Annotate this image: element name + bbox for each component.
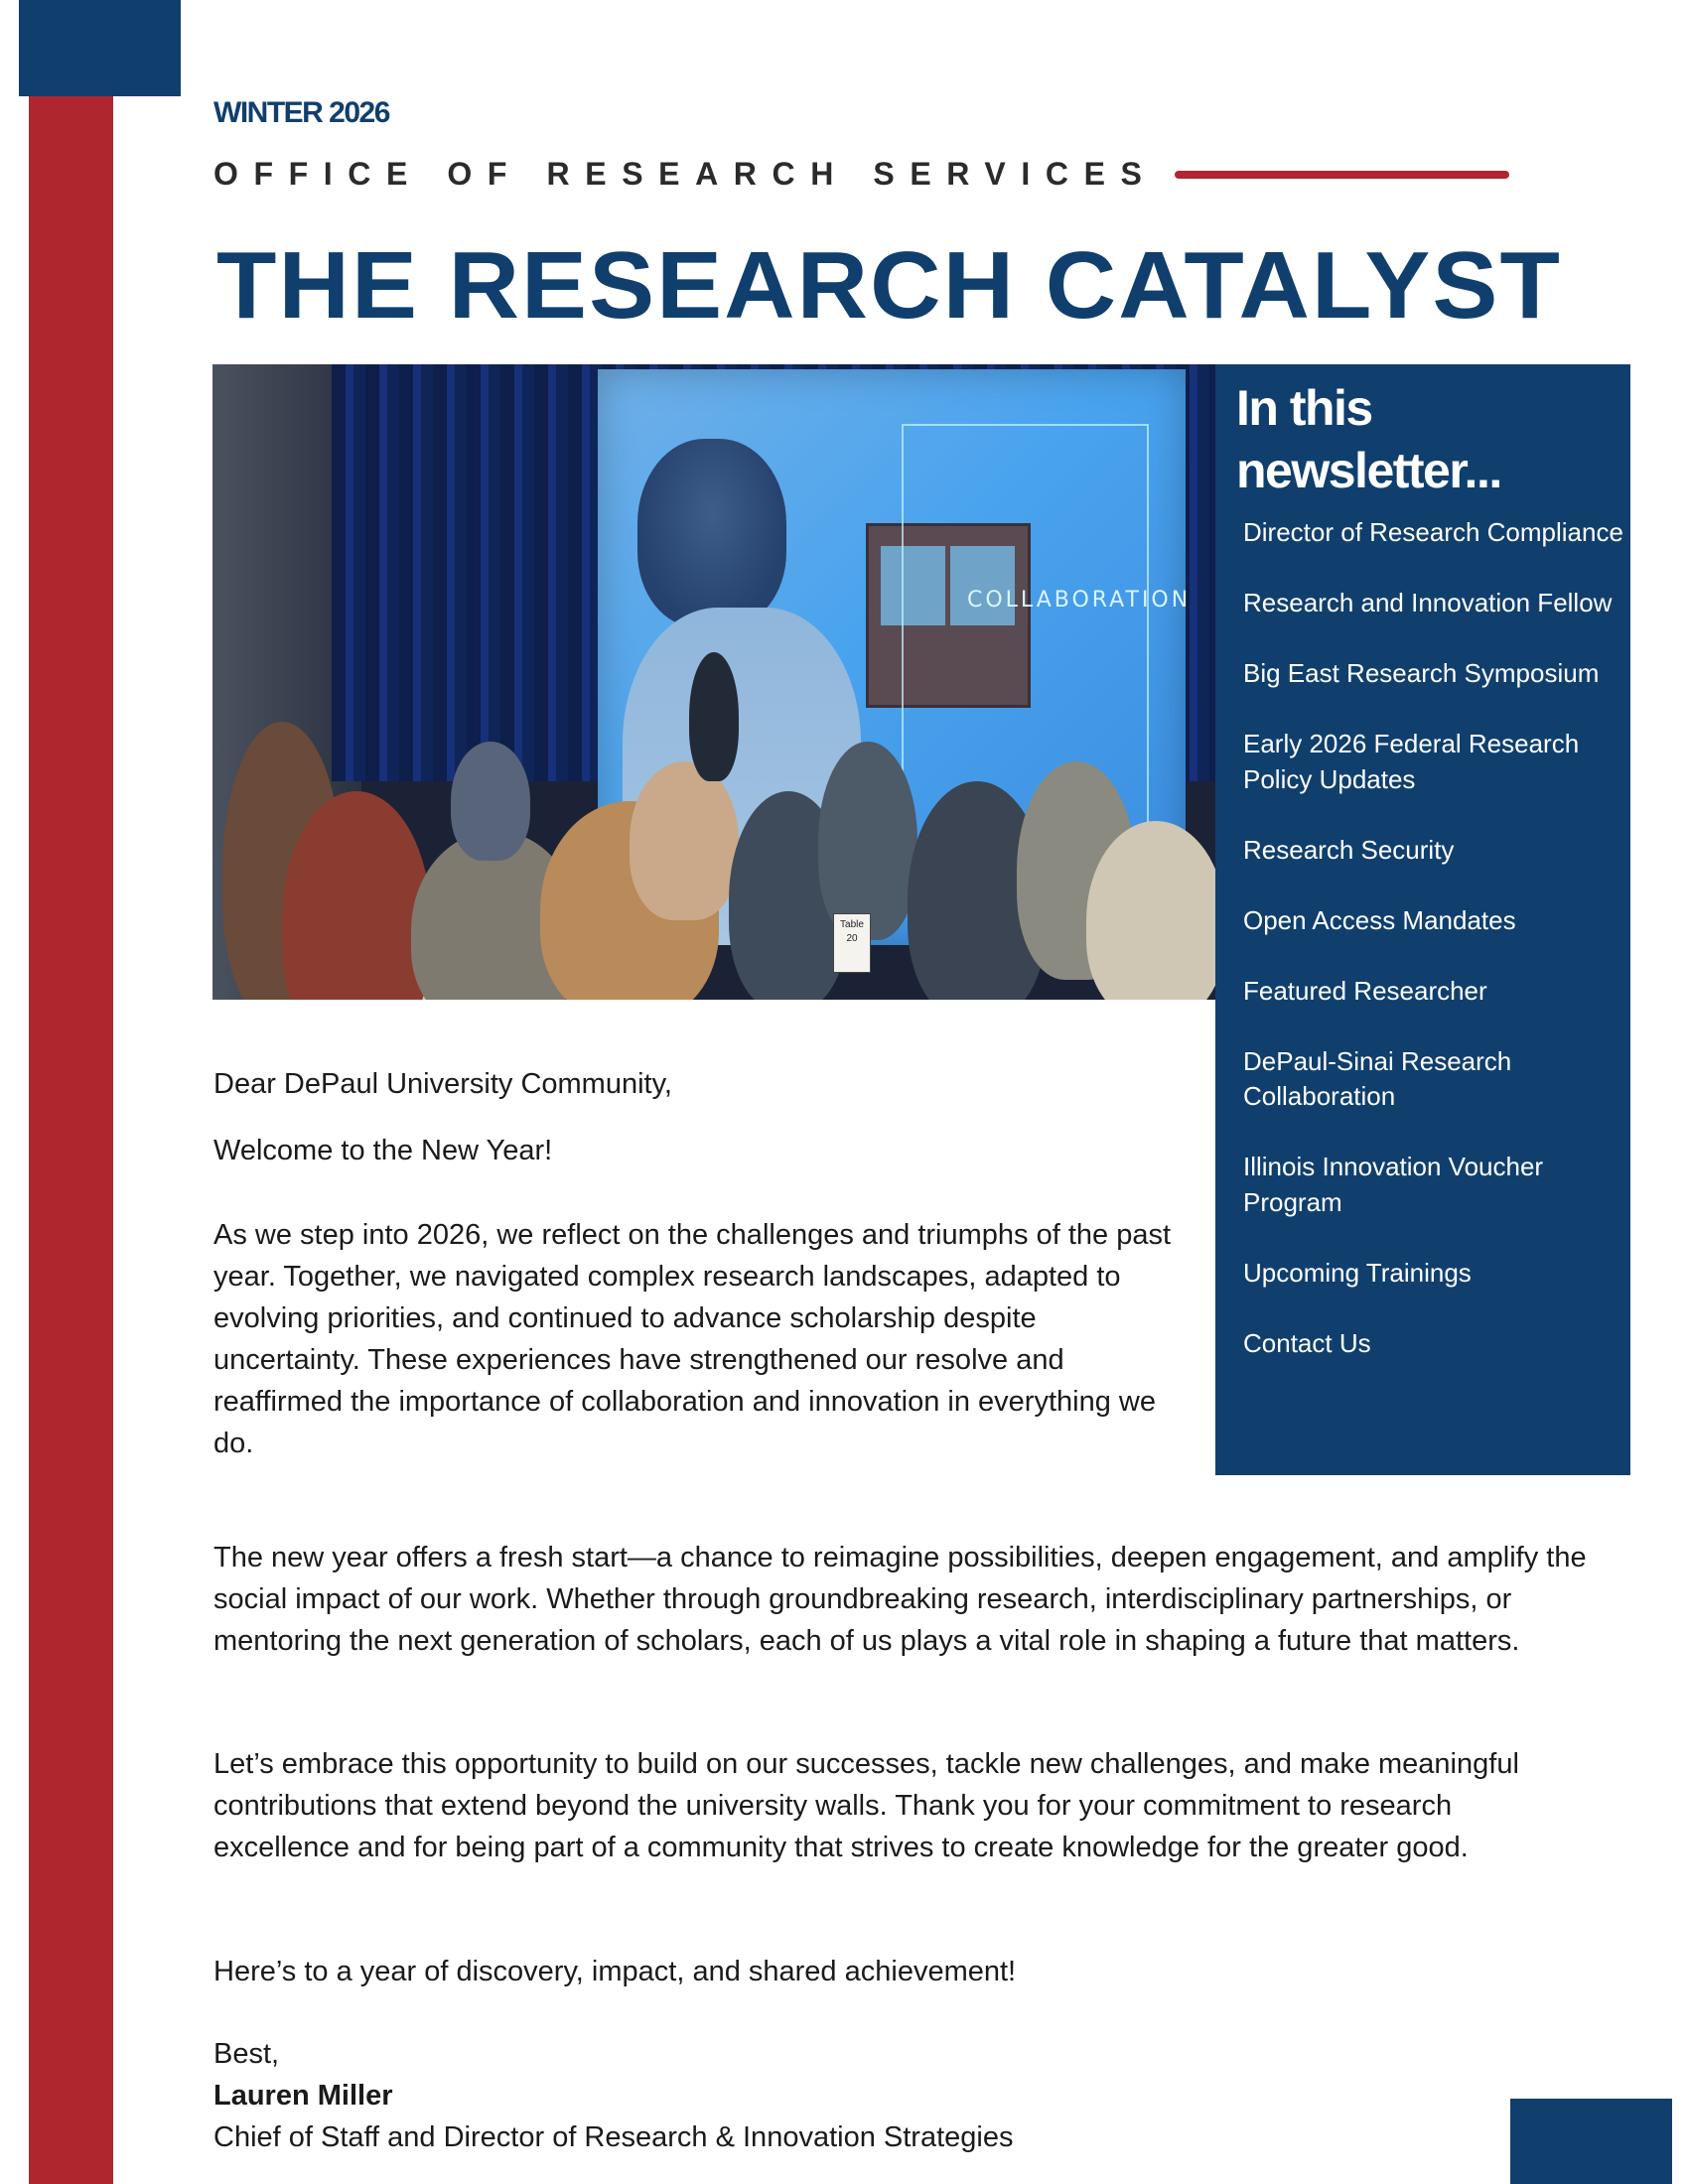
newsletter-title: THE RESEARCH CATALYST [216, 232, 1562, 339]
letter-greeting: Dear DePaul University Community, [213, 1068, 672, 1100]
toc-item-research-security[interactable]: Research Security [1243, 834, 1455, 865]
letter-paragraph-3: Let’s embrace this opportunity to build on our successes, tackle new challenges, and make meaningful contributions that extend beyond the university walls. Thank you for your commitment to research excellence and for being part of a community that strives to create knowledge for the greater good. [213, 1748, 1519, 1863]
letter-paragraph-2: The new year offers a fresh start—a chance to reimagine possibilities, deepen engagement, and amplify the social impact of our work. Whether through groundbreaking research, interdisciplinary partnerships, or mentoring the next generation of scholars, each of us plays a vital role in shaping a future that matters. [213, 1542, 1587, 1657]
signature-title: Chief of Staff and Director of Research & Innovation Strategies [213, 2121, 1014, 2153]
audience-member [818, 742, 917, 940]
signature-name: Lauren Miller [213, 2080, 393, 2112]
letter-welcome: Welcome to the New Year! [213, 1135, 553, 1166]
issue-label: WINTER 2026 [213, 96, 389, 129]
speaker [689, 652, 739, 781]
toc-item-illinois-innovation-voucher[interactable]: Illinois Innovation Voucher Program [1243, 1152, 1544, 1217]
toc-heading: In this newsletter... [1236, 380, 1501, 498]
letter-closing: Here’s to a year of discovery, impact, and shared achievement! [213, 1956, 1017, 1987]
office-name: OFFICE OF RESEARCH SERVICES [213, 156, 1158, 192]
audience-member [630, 761, 739, 920]
header-divider [1175, 171, 1509, 179]
letter-paragraph-1: As we step into 2026, we reflect on the challenges and triumphs of the past year. Together, we navigated complex research landscapes, adapted to evolving priorities, and continued to advance scholarship despite uncertainty. These experiences have strengthened our resolve and reaffirmed the importance of collaboration and innovation in everything we do. [213, 1219, 1172, 1459]
toc-item-depaul-sinai-collaboration[interactable]: DePaul-Sinai Research Collaboration [1243, 1045, 1512, 1111]
toc-item-contact-us[interactable]: Contact Us [1243, 1327, 1371, 1358]
table-number-card: Table 20 [833, 913, 871, 973]
corner-accent-bottom [1510, 2099, 1672, 2184]
screen-person-head [637, 439, 786, 627]
toc-item-big-east-symposium[interactable]: Big East Research Symposium [1243, 658, 1600, 688]
corner-accent-top [19, 0, 181, 96]
toc-sidebar [1215, 364, 1630, 1475]
toc-list [1243, 515, 1625, 1397]
toc-item-director-of-research-compliance[interactable]: Director of Research Compliance [1243, 517, 1623, 547]
toc-item-open-access-mandates[interactable]: Open Access Mandates [1243, 904, 1516, 935]
toc-item-federal-policy-updates[interactable]: Early 2026 Federal Research Policy Updates [1243, 729, 1580, 794]
toc-item-upcoming-trainings[interactable]: Upcoming Trainings [1243, 1257, 1472, 1288]
toc-item-featured-researcher[interactable]: Featured Researcher [1243, 975, 1487, 1006]
letter-signoff: Best, [213, 2038, 280, 2070]
screen-caption: COLLABORATION [967, 588, 1192, 613]
toc-item-research-innovation-fellow[interactable]: Research and Innovation Fellow [1243, 588, 1613, 617]
left-accent-bar [29, 96, 113, 2184]
hero-photo [212, 364, 1215, 1000]
audience-member [451, 742, 530, 861]
